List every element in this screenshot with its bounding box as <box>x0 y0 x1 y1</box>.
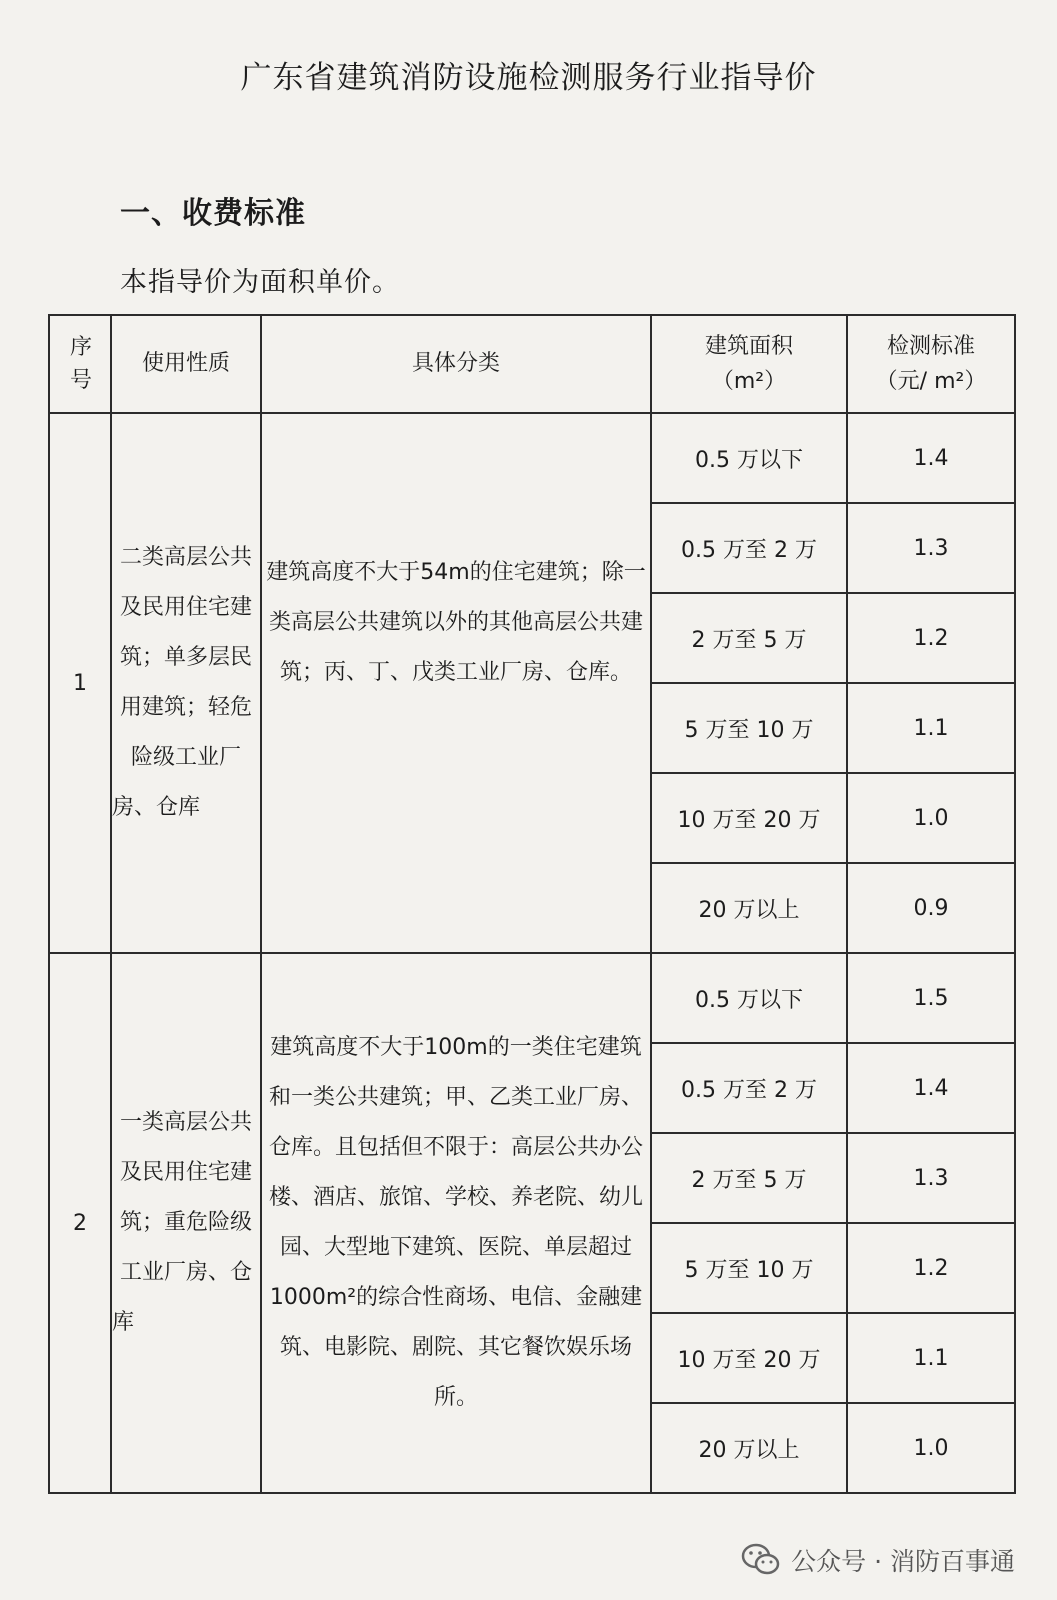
unit-price: 1.3 <box>847 503 1015 593</box>
unit-price: 0.9 <box>847 863 1015 953</box>
area-range: 5 万至 10 万 <box>651 1223 847 1313</box>
watermark <box>741 1542 1015 1578</box>
row-category: 建筑高度不大于54m的住宅建筑；除一类高层公共建筑以外的其他高层公共建筑；丙、丁、戊类工业厂房、仓库。 <box>261 413 651 953</box>
header-area-unit: （m²） <box>711 369 787 394</box>
header-area-label: 建筑面积 <box>704 333 793 359</box>
area-range: 10 万至 20 万 <box>651 773 847 863</box>
intro-text: 本指导价为面积单价。 <box>120 267 400 298</box>
row-usage: 二类高层公共及民用住宅建筑；单多层民用建筑；轻危险级工业厂房、仓库 <box>111 413 261 953</box>
header-area <box>651 315 847 413</box>
area-range: 0.5 万以下 <box>651 413 847 503</box>
area-range: 20 万以上 <box>651 1403 847 1493</box>
table-row <box>49 953 1015 1043</box>
row-category: 建筑高度不大于100m的一类住宅建筑和一类公共建筑；甲、乙类工业厂房、仓库。且包括但不限于：高层公共办公楼、酒店、旅馆、学校、养老院、幼儿园、大型地下建筑、医院、单层超过1000m²的综合性商场、电信、金融建筑、电影院、剧院、其它餐饮娱乐场所。 <box>261 953 651 1493</box>
unit-price: 1.1 <box>847 683 1015 773</box>
header-rate-label: 检测标准 <box>886 333 975 359</box>
unit-price: 1.0 <box>847 1403 1015 1493</box>
table-row <box>49 413 1015 503</box>
unit-price: 1.1 <box>847 1313 1015 1403</box>
row-usage: 一类高层公共及民用住宅建筑；重危险级工业厂房、仓库 <box>111 953 261 1493</box>
wechat-icon <box>741 1543 781 1577</box>
header-usage: 使用性质 <box>111 315 261 413</box>
header-rate-unit: （元/ m²） <box>875 369 987 394</box>
header-category: 具体分类 <box>261 315 651 413</box>
row-index: 2 <box>49 953 111 1493</box>
row-index: 1 <box>49 413 111 953</box>
area-range: 10 万至 20 万 <box>651 1313 847 1403</box>
unit-price: 1.3 <box>847 1133 1015 1223</box>
unit-price: 1.0 <box>847 773 1015 863</box>
area-range: 20 万以上 <box>651 863 847 953</box>
unit-price: 1.5 <box>847 953 1015 1043</box>
area-range: 0.5 万以下 <box>651 953 847 1043</box>
unit-price: 1.4 <box>847 413 1015 503</box>
unit-price: 1.4 <box>847 1043 1015 1133</box>
area-range: 0.5 万至 2 万 <box>651 1043 847 1133</box>
area-range: 2 万至 5 万 <box>651 1133 847 1223</box>
fee-table <box>48 314 1016 1494</box>
header-index: 序号 <box>49 315 111 413</box>
watermark-text: 公众号 · 消防百事通 <box>791 1547 1015 1576</box>
area-range: 5 万至 10 万 <box>651 683 847 773</box>
unit-price: 1.2 <box>847 593 1015 683</box>
unit-price: 1.2 <box>847 1223 1015 1313</box>
section-heading: 一、收费标准 <box>120 196 306 231</box>
area-range: 0.5 万至 2 万 <box>651 503 847 593</box>
header-rate <box>847 315 1015 413</box>
area-range: 2 万至 5 万 <box>651 593 847 683</box>
page-title: 广东省建筑消防设施检测服务行业指导价 <box>240 60 817 96</box>
